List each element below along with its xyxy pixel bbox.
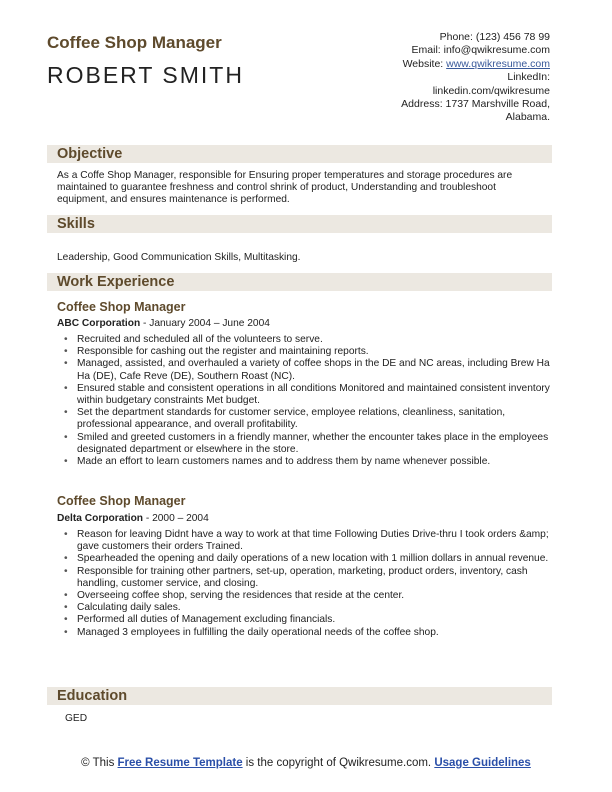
- objective-text: As a Coffe Shop Manager, responsible for Ensuring proper temperatures and storage procedures are maintained to guarantee freshness and control shrink of product, Understanding and troubleshoot equipment, and ensures maintenance is performed.: [57, 170, 513, 206]
- list-item: • Set the department standards for customer service, employee relations, cleanliness, sanitation, professional appearance, and overall profitability.: [57, 407, 557, 431]
- contact-address: Address: 1737 Marshville Road,: [401, 98, 550, 111]
- header-job-title: Coffee Shop Manager: [47, 33, 222, 52]
- list-item: • Responsible for training other partners, set-up, operation, marketing, product orders, inventory, cash handling, customer service, and closing.: [57, 566, 557, 590]
- usage-guidelines-link[interactable]: Usage Guidelines: [434, 757, 531, 769]
- job-dates: - January 2004 – June 2004: [140, 318, 270, 329]
- experience-heading: Work Experience: [57, 274, 175, 290]
- company-name: Delta Corporation: [57, 513, 144, 524]
- contact-block: [300, 31, 550, 125]
- list-item: • Performed all duties of Management excluding financials.: [57, 614, 557, 626]
- list-item: • Smiled and greeted customers in a friendly manner, whether the encounter takes place in the employees designated department or elsewhere in the store.: [57, 432, 557, 456]
- list-item: • Recruited and scheduled all of the volunteers to serve.: [57, 334, 557, 346]
- footer-middle: is the copyright of Qwikresume.com.: [242, 757, 435, 769]
- contact-email: Email: info@qwikresume.com: [411, 44, 550, 57]
- objective-section-header: [47, 145, 552, 163]
- website-link[interactable]: www.qwikresume.com: [446, 57, 550, 70]
- list-item: • Made an effort to learn customers names and to address them by name whenever possible.: [57, 456, 557, 468]
- job-title: Coffee Shop Manager: [57, 494, 186, 508]
- list-item: • Ensured stable and consistent operations in all conditions Monitored and maintained consistent inventory within budgetary constraints Met budget.: [57, 383, 557, 407]
- objective-heading: Objective: [57, 146, 123, 162]
- contact-linkedin-value: linkedin.com/qwikresume: [432, 84, 550, 97]
- footer-prefix: © This: [81, 757, 118, 769]
- contact-phone: Phone: (123) 456 78 99: [439, 31, 550, 43]
- company-name: ABC Corporation: [57, 318, 141, 329]
- list-item: • Responsible for cashing out the register and maintaining reports.: [57, 346, 557, 358]
- job-bullets: [57, 334, 557, 468]
- education-text: GED: [65, 713, 88, 724]
- skills-section-header: [47, 215, 552, 233]
- list-item: • Calculating daily sales.: [57, 602, 557, 614]
- skills-text: Leadership, Good Communication Skills, Multitasking.: [57, 252, 301, 263]
- contact-address-line2: Alabama.: [505, 111, 550, 124]
- footer-text: [71, 757, 541, 770]
- list-item: • Managed, assisted, and overhauled a variety of coffee shops in the DE and NC areas, including Brew Ha Ha (DE), Cafe Reve (DE), Southern Roast (NC).: [57, 358, 557, 382]
- job-company-line: [57, 513, 209, 524]
- job-title: Coffee Shop Manager: [57, 300, 186, 314]
- list-item: • Managed 3 employees in fulfilling the daily operational needs of the coffee shop.: [57, 627, 557, 639]
- list-item: • Spearheaded the opening and daily operations of a new location with 1 million dollars in annual revenue.: [57, 553, 557, 565]
- free-resume-template-link[interactable]: Free Resume Template: [117, 757, 243, 769]
- education-heading: Education: [57, 688, 128, 704]
- website-label: Website:: [402, 57, 447, 70]
- education-section-header: [47, 687, 552, 705]
- candidate-name: ROBERT SMITH: [47, 62, 244, 88]
- job-company-line: [57, 318, 270, 329]
- experience-section-header: [47, 273, 552, 291]
- contact-linkedin-label: LinkedIn:: [507, 71, 550, 84]
- copyright-footer: [0, 757, 612, 770]
- job-bullets: [57, 529, 557, 639]
- list-item: • Reason for leaving Didnt have a way to work at that time Following Duties Drive-thru I took orders &amp; gave customers their orders Trained.: [57, 529, 557, 553]
- list-item: • Overseeing coffee shop, serving the residences that reside at the center.: [57, 590, 557, 602]
- contact-website: [300, 58, 550, 71]
- job-dates: - 2000 – 2004: [143, 513, 209, 524]
- skills-heading: Skills: [57, 216, 95, 232]
